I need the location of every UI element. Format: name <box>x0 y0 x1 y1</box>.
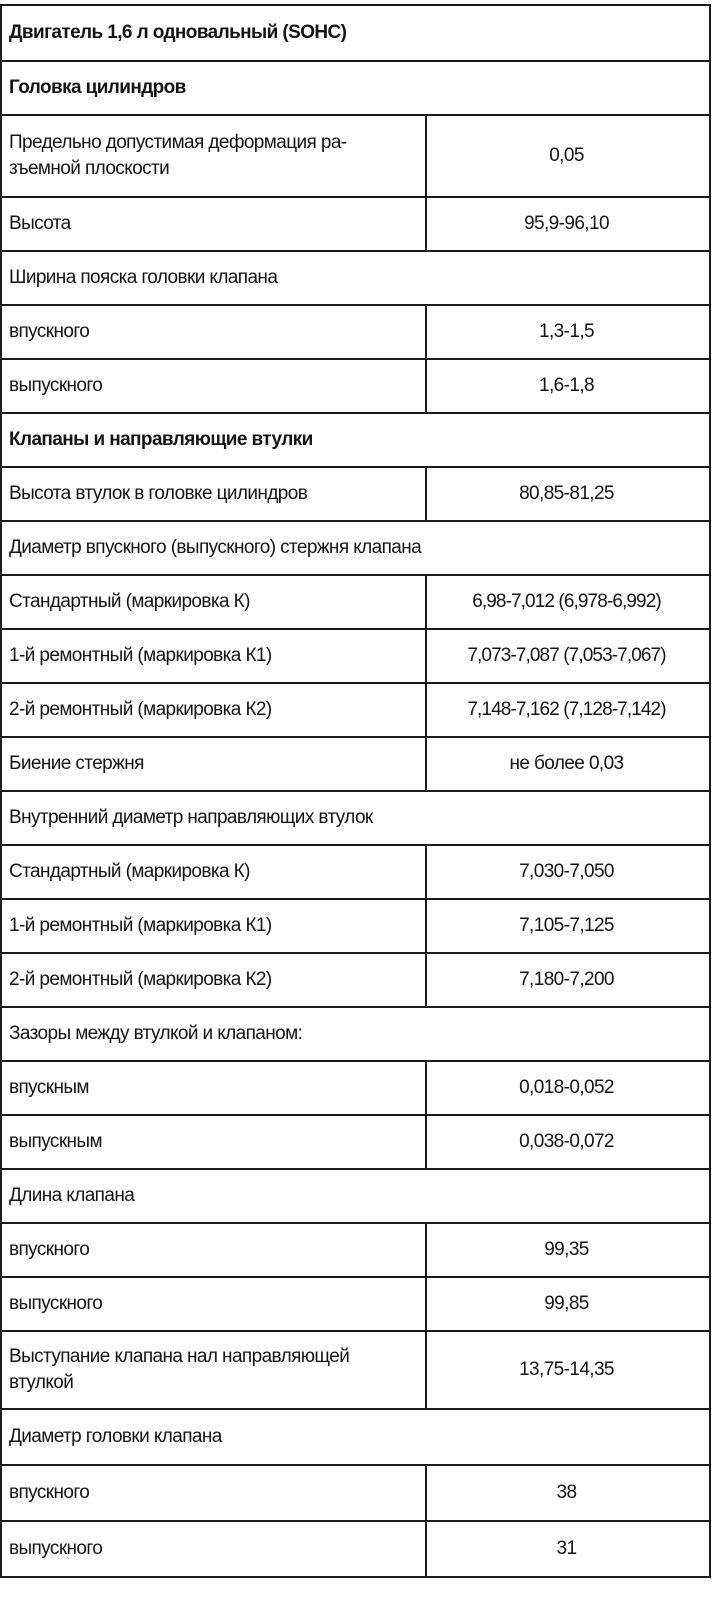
param-value: 31 <box>426 1521 710 1577</box>
param-value: 13,75-14,35 <box>426 1331 710 1409</box>
table-title: Двигатель 1,6 л одновальный (SOHC) <box>1 5 710 61</box>
table-row <box>1 845 710 899</box>
param-value: 0,038-0,072 <box>426 1115 710 1169</box>
param-value: 99,35 <box>426 1223 710 1277</box>
param-label: 1-й ремонтный (маркировка К1) <box>1 629 426 683</box>
subheading-row <box>1 251 710 305</box>
section-row <box>1 413 710 467</box>
param-label: выпускным <box>1 1115 426 1169</box>
param-label: Стандартный (маркировка К) <box>1 845 426 899</box>
table-row <box>1 1115 710 1169</box>
param-value: 7,148-7,162 (7,128-7,142) <box>426 683 710 737</box>
param-label: выпускного <box>1 1277 426 1331</box>
param-value: 1,3-1,5 <box>426 305 710 359</box>
param-value: 0,018-0,052 <box>426 1061 710 1115</box>
subheading-label: Длина клапана <box>1 1169 710 1223</box>
table-row <box>1 899 710 953</box>
param-label: Стандартный (маркировка К) <box>1 575 426 629</box>
param-label: впускного <box>1 1465 426 1521</box>
table-row <box>1 197 710 251</box>
section-row <box>1 61 710 115</box>
table-row <box>1 575 710 629</box>
param-label: впускного <box>1 1223 426 1277</box>
subheading-label: Зазоры между втулкой и клапаном: <box>1 1007 710 1061</box>
section-title: Клапаны и направляющие втулки <box>1 413 710 467</box>
table-row <box>1 1331 710 1409</box>
subheading-row <box>1 1169 710 1223</box>
param-value: 1,6-1,8 <box>426 359 710 413</box>
param-label: выпускного <box>1 1521 426 1577</box>
param-label: впускным <box>1 1061 426 1115</box>
table-row <box>1 1521 710 1577</box>
subheading-label: Ширина пояска головки клапана <box>1 251 710 305</box>
param-value: 99,85 <box>426 1277 710 1331</box>
table-row <box>1 737 710 791</box>
table-row <box>1 467 710 521</box>
param-label: 2-й ремонтный (маркировка К2) <box>1 953 426 1007</box>
table-row <box>1 1465 710 1521</box>
param-label: выпускного <box>1 359 426 413</box>
param-label: Предельно допустимая деформация ра-зъемной плоскости <box>1 115 426 197</box>
subheading-row <box>1 521 710 575</box>
param-value: 7,073-7,087 (7,053-7,067) <box>426 629 710 683</box>
param-value: 80,85-81,25 <box>426 467 710 521</box>
param-label: Биение стержня <box>1 737 426 791</box>
param-value: 7,180-7,200 <box>426 953 710 1007</box>
param-label: Высота <box>1 197 426 251</box>
param-label: Выступание клапана нал направляющей втулкой <box>1 1331 426 1409</box>
subheading-row <box>1 791 710 845</box>
subheading-row <box>1 1007 710 1061</box>
table-row <box>1 953 710 1007</box>
table-row <box>1 305 710 359</box>
subheading-row <box>1 1409 710 1465</box>
table-row <box>1 115 710 197</box>
subheading-label: Внутренний диаметр направляющих втулок <box>1 791 710 845</box>
param-value: 38 <box>426 1465 710 1521</box>
table-row <box>1 629 710 683</box>
subheading-label: Диаметр головки клапана <box>1 1409 710 1465</box>
param-label: Высота втулок в головке цилиндров <box>1 467 426 521</box>
table-row <box>1 1223 710 1277</box>
table-header-row <box>1 5 710 61</box>
param-value: 7,105-7,125 <box>426 899 710 953</box>
table-row <box>1 683 710 737</box>
table-row <box>1 359 710 413</box>
param-label: впускного <box>1 305 426 359</box>
param-value: 6,98-7,012 (6,978-6,992) <box>426 575 710 629</box>
specs-table <box>0 4 711 1578</box>
param-value: 0,05 <box>426 115 710 197</box>
param-label: 2-й ремонтный (маркировка К2) <box>1 683 426 737</box>
param-value: 95,9-96,10 <box>426 197 710 251</box>
param-label: 1-й ремонтный (маркировка К1) <box>1 899 426 953</box>
param-value: 7,030-7,050 <box>426 845 710 899</box>
param-value: не более 0,03 <box>426 737 710 791</box>
table-row <box>1 1277 710 1331</box>
subheading-label: Диаметр впускного (выпускного) стержня клапана <box>1 521 710 575</box>
section-title: Головка цилиндров <box>1 61 710 115</box>
table-row <box>1 1061 710 1115</box>
